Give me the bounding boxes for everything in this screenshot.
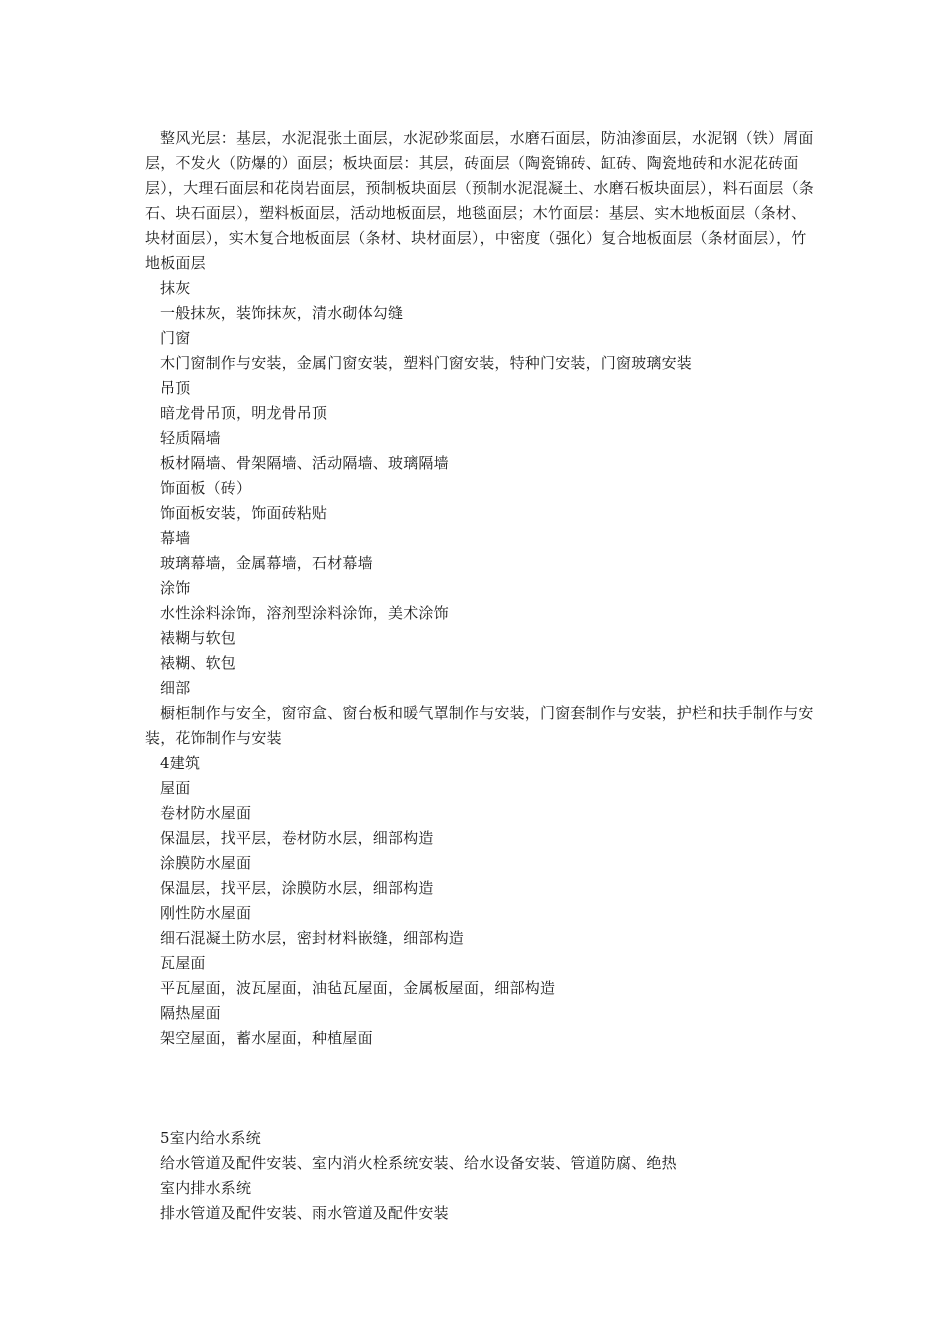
paragraph-heading-partition: 轻质隔墙 [160,429,221,447]
paragraph-heading-doors-windows: 门窗 [160,329,191,347]
paragraph-coating-roof-items: 保温层，找平层，涂膜防水层，细部构造 [160,879,434,897]
paragraph-heading-ceiling: 吊顶 [160,379,191,397]
paragraph-ceiling-items: 暗龙骨吊顶，明龙骨吊顶 [160,404,328,422]
paragraph-partition-items: 板材隔墙、骨架隔墙、活动隔墙、玻璃隔墙 [160,454,449,472]
paragraph-section-5: 5室内给水系统 [160,1129,261,1147]
paragraph-details-items: 橱柜制作与安全，窗帘盒、窗台板和暖气罩制作与安装，门窗套制作与安装，护栏和扶手制作与安装，花饰制作与安装 [145,704,814,747]
paragraph-heading-rigid-roof: 刚性防水屋面 [160,904,252,922]
blank-gap [145,1051,815,1126]
document-body [145,126,815,1226]
paragraph-rigid-roof-items: 细石混凝土防水层，密封材料嵌缝，细部构造 [160,929,465,947]
paragraph-tile-roof-items: 平瓦屋面，波瓦屋面，油毡瓦屋面，金属板屋面，细部构造 [160,979,556,997]
paragraph-heading-membrane-roof: 卷材防水屋面 [160,804,252,822]
paragraph-drainage-items: 排水管道及配件安装、雨水管道及配件安装 [160,1204,449,1222]
paragraph-heading-wallpaper: 裱糊与软包 [160,629,237,647]
paragraph-insulated-roof-items: 架空屋面，蓄水屋面，种植屋面 [160,1029,373,1047]
paragraph-membrane-roof-items: 保温层，找平层，卷材防水层，细部构造 [160,829,434,847]
paragraph-heading-insulated-roof: 隔热屋面 [160,1004,221,1022]
paragraph-facing-panels-items: 饰面板安装，饰面砖粘贴 [160,504,328,522]
paragraph-heading-roof: 屋面 [160,779,191,797]
paragraph-heading-details: 细部 [160,679,191,697]
paragraph-heading-tile-roof: 瓦屋面 [160,954,206,972]
paragraph-curtain-wall-items: 玻璃幕墙，金属幕墙，石材幕墙 [160,554,373,572]
paragraph-floor-layers: 整风光层：基层，水泥混张土面层，水泥砂浆面层，水磨石面层，防油渗面层，水泥钢（铁）屑面层，不发火（防爆的）面层；板块面层：其层，砖面层（陶瓷锦砖、缸砖、陶瓷地砖和水泥花砖面层），大理石面层和花岗岩面层，预制板块面层（预制水泥混凝土、水磨石板块面层），料石面层（条石、块石面层），塑料板面层，活动地板面层，地毯面层；木竹面层：基层、实木地板面层（条材、块材面层），实木复合地板面层（条材、块材面层），中密度（强化）复合地板面层（条材面层），竹地板面层 [145,129,815,272]
paragraph-section-4: 4建筑 [160,754,201,772]
paragraph-heading-plastering: 抹灰 [160,279,191,297]
paragraph-heading-curtain-wall: 幕墙 [160,529,191,547]
paragraph-coating-items: 水性涂料涂饰，溶剂型涂料涂饰，美术涂饰 [160,604,449,622]
paragraph-heading-coating: 涂饰 [160,579,191,597]
paragraph-heading-coating-roof: 涂膜防水屋面 [160,854,252,872]
paragraph-doors-windows-items: 木门窗制作与安装，金属门窗安装，塑料门窗安装，特种门安装，门窗玻璃安装 [160,354,693,372]
paragraph-heading-facing-panels: 饰面板（砖） [160,479,252,497]
paragraph-heading-drainage: 室内排水系统 [160,1179,252,1197]
paragraph-plastering-items: 一般抹灰，装饰抹灰，清水砌体勾缝 [160,304,404,322]
paragraph-wallpaper-items: 裱糊、软包 [160,654,237,672]
paragraph-water-supply-items: 给水管道及配件安装、室内消火栓系统安装、给水设备安装、管道防腐、绝热 [160,1154,677,1172]
